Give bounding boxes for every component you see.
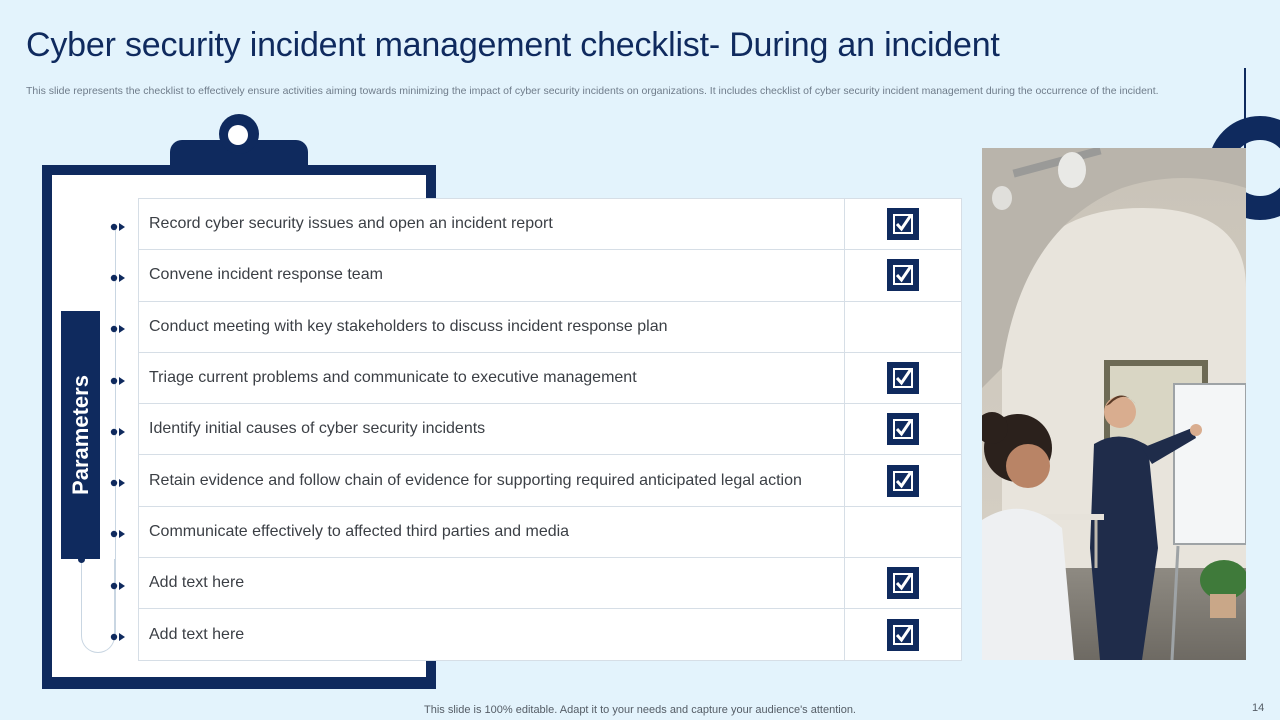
double-arrow-bullet-icon xyxy=(110,321,128,331)
double-arrow-bullet-icon xyxy=(110,629,128,639)
checklist-status-cell[interactable] xyxy=(845,404,962,454)
checklist-status-cell[interactable] xyxy=(845,609,962,659)
checklist-item-text: Add text here xyxy=(139,609,845,659)
footer-note xyxy=(0,704,1280,716)
checklist-status-cell[interactable] xyxy=(845,302,962,352)
page-number: 14 xyxy=(1252,702,1265,714)
checklist-item-text: Identify initial causes of cyber security incidents xyxy=(139,404,845,454)
double-arrow-bullet-icon xyxy=(110,578,128,588)
checklist-row xyxy=(139,404,962,455)
checkbox-checked-icon[interactable] xyxy=(887,465,919,497)
checkbox-checked-icon[interactable] xyxy=(887,208,919,240)
checklist-status-cell[interactable] xyxy=(845,455,962,505)
checklist-item-text: Retain evidence and follow chain of evidence for supporting required anticipated legal action xyxy=(139,455,845,505)
checkbox-checked-icon[interactable] xyxy=(887,413,919,445)
checklist-item-text: Record cyber security issues and open an incident report xyxy=(139,199,845,249)
checklist-row xyxy=(139,455,962,506)
double-arrow-bullet-icon xyxy=(110,270,128,280)
clipboard-clip-hole xyxy=(228,125,248,145)
checklist-item-text: Add text here xyxy=(139,558,845,608)
slide-title: Cyber security incident management checklist- During an incident xyxy=(26,26,1000,64)
double-arrow-bullet-icon xyxy=(110,219,128,229)
parameters-label: Parameters xyxy=(68,375,93,495)
double-arrow-bullet-icon xyxy=(110,475,128,485)
checklist-item-text: Communicate effectively to affected third parties and media xyxy=(139,507,845,557)
office-presentation-photo xyxy=(982,148,1246,660)
checklist-row xyxy=(139,353,962,404)
connector-dot xyxy=(78,556,85,563)
checklist-status-cell[interactable] xyxy=(845,507,962,557)
checklist-table xyxy=(138,198,962,661)
checklist-row xyxy=(139,558,962,609)
checklist-row xyxy=(139,609,962,660)
checklist-row xyxy=(139,250,962,301)
checklist-row xyxy=(139,302,962,353)
checkbox-checked-icon[interactable] xyxy=(887,619,919,651)
checklist-status-cell[interactable] xyxy=(845,558,962,608)
double-arrow-bullet-icon xyxy=(110,424,128,434)
slide-subtitle: This slide represents the checklist to effectively ensure activities aiming towards minimizing the impact of cyber security incidents on organizations. It includes checklist of cyber security incident management during the occurrence of the incident. xyxy=(26,85,1159,97)
footer-text: This slide is 100% editable. Adapt it to your needs and capture your audience's attention. xyxy=(424,704,856,716)
checklist-item-text: Conduct meeting with key stakeholders to discuss incident response plan xyxy=(139,302,845,352)
double-arrow-bullet-icon xyxy=(110,373,128,383)
checkbox-checked-icon[interactable] xyxy=(887,362,919,394)
checklist-row xyxy=(139,507,962,558)
checkbox-checked-icon[interactable] xyxy=(887,259,919,291)
checklist-status-cell[interactable] xyxy=(845,353,962,403)
checklist-status-cell[interactable] xyxy=(845,250,962,300)
checkbox-checked-icon[interactable] xyxy=(887,567,919,599)
checklist-status-cell[interactable] xyxy=(845,199,962,249)
checklist-row xyxy=(139,199,962,250)
checklist-item-text: Convene incident response team xyxy=(139,250,845,300)
double-arrow-bullet-icon xyxy=(110,526,128,536)
checklist-item-text: Triage current problems and communicate to executive management xyxy=(139,353,845,403)
